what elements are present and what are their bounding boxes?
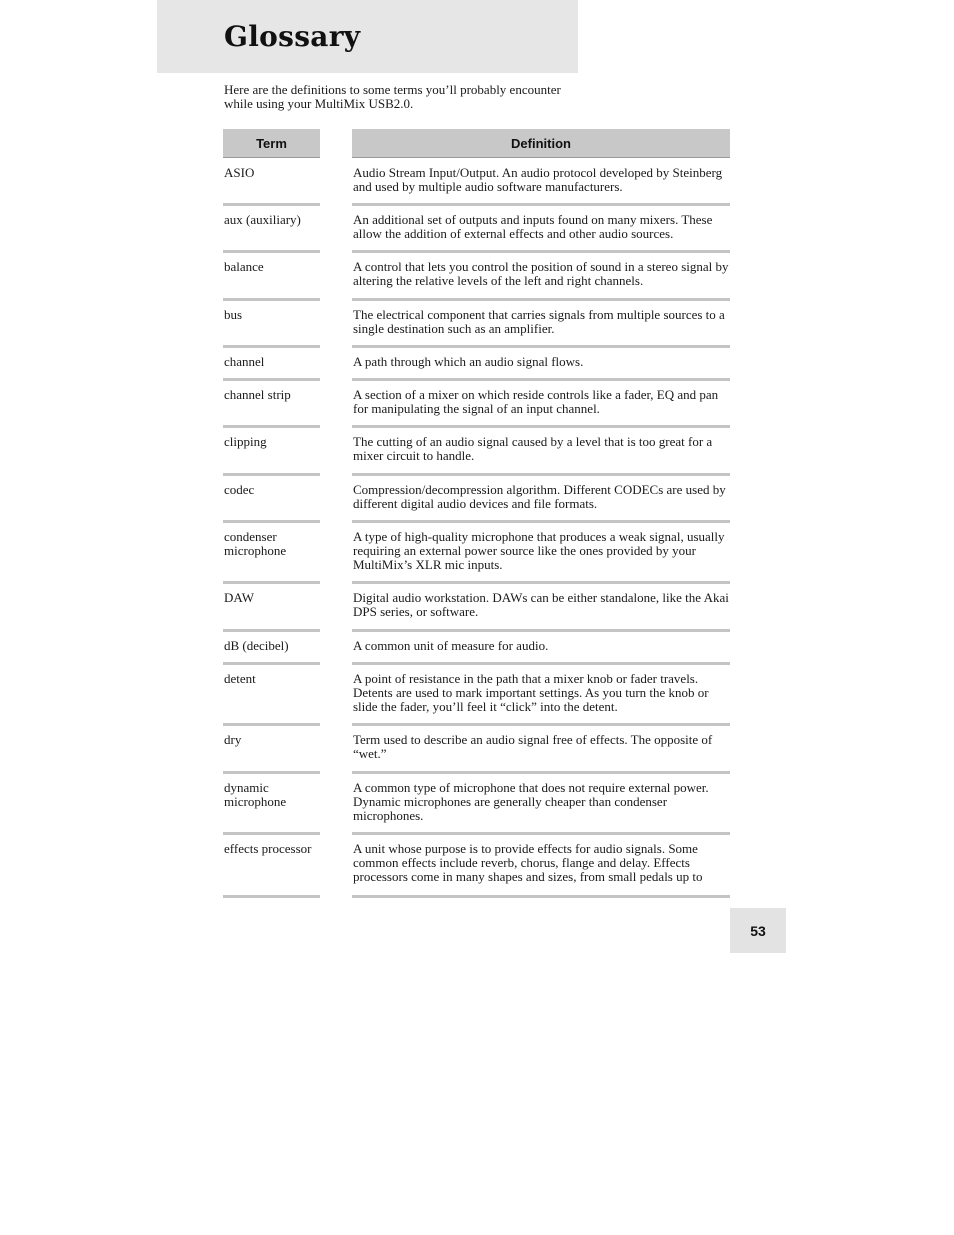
page-number: 53 (730, 908, 786, 953)
definition-cell: Audio Stream Input/Output. An audio protocol developed by Steinberg and used by multiple audio software manufacturers. (353, 165, 723, 194)
table-row (223, 301, 730, 348)
table-row (223, 348, 730, 381)
table-row (223, 523, 730, 584)
table-row (223, 428, 730, 476)
column-header-definition: Definition (352, 129, 730, 158)
term-cell: codec (224, 482, 255, 497)
definition-cell: Term used to describe an audio signal free of effects. The opposite of “wet.” (353, 732, 713, 761)
term-cell: dry (224, 732, 242, 747)
intro-text: Here are the definitions to some terms you’ll probably encounter while using your MultiMix USB2.0. (224, 82, 561, 111)
definition-cell: A path through which an audio signal flows. (353, 354, 584, 369)
definition-cell: An additional set of outputs and inputs found on many mixers. These allow the addition of external effects and other audio sources. (353, 212, 713, 241)
row-divider (223, 895, 320, 898)
column-header-term: Term (223, 129, 320, 158)
table-row (223, 584, 730, 632)
table-row (223, 632, 730, 665)
title-band (157, 0, 578, 73)
term-cell: effects processor (224, 841, 312, 856)
definition-cell: A unit whose purpose is to provide effects for audio signals. Some common effects include reverb, chorus, flange and delay. Effects processors come in many shapes and sizes, from small pedals up to (353, 841, 703, 884)
table-row (223, 774, 730, 835)
definition-cell: The cutting of an audio signal caused by a level that is too great for a mixer circuit to handle. (353, 434, 713, 463)
table-row (223, 476, 730, 523)
term-cell: clipping (224, 434, 267, 449)
table-row (223, 206, 730, 253)
term-cell: dB (decibel) (224, 638, 289, 653)
term-cell: channel (224, 354, 265, 369)
definition-cell: A section of a mixer on which reside controls like a fader, EQ and pan for manipulating the signal of an input channel. (353, 387, 719, 416)
term-cell: channel strip (224, 387, 291, 402)
term-cell: bus (224, 307, 243, 322)
table-row (223, 726, 730, 774)
definition-cell: A type of high-quality microphone that produces a weak signal, usually requiring an external power source like the ones provided by your MultiMix’s XLR mic inputs. (353, 529, 725, 572)
definition-cell: The electrical component that carries signals from multiple sources to a single destination such as an amplifier. (353, 307, 725, 336)
term-cell: DAW (224, 590, 255, 605)
definition-cell: A common type of microphone that does not require external power. Dynamic microphones are generally cheaper than condenser microphones. (353, 780, 709, 823)
definition-cell: A common unit of measure for audio. (353, 638, 549, 653)
term-cell: ASIO (224, 165, 255, 180)
definition-cell: Digital audio workstation. DAWs can be either standalone, like the Akai DPS series, or software. (353, 590, 729, 619)
term-cell: aux (auxiliary) (224, 212, 301, 227)
term-cell: detent (224, 671, 256, 686)
table-row (223, 253, 730, 301)
definition-cell: A control that lets you control the position of sound in a stereo signal by altering the relative levels of the left and right channels. (353, 259, 729, 288)
term-cell: condenser microphone (224, 529, 287, 558)
table-row (223, 381, 730, 428)
definition-cell: A point of resistance in the path that a mixer knob or fader travels. Detents are used to mark important settings. As you turn the knob or slide the fader, you’ll feel it “click” into the detent. (353, 671, 709, 714)
term-cell: dynamic microphone (224, 780, 287, 809)
term-cell: balance (224, 259, 264, 274)
glossary-table (223, 159, 730, 898)
page-title: Glossary (224, 20, 361, 53)
table-row (223, 159, 730, 206)
definition-cell: Compression/decompression algorithm. Different CODECs are used by different digital audio devices and file formats. (353, 482, 726, 511)
table-row (223, 835, 730, 898)
row-divider (352, 895, 730, 898)
table-row (223, 665, 730, 726)
